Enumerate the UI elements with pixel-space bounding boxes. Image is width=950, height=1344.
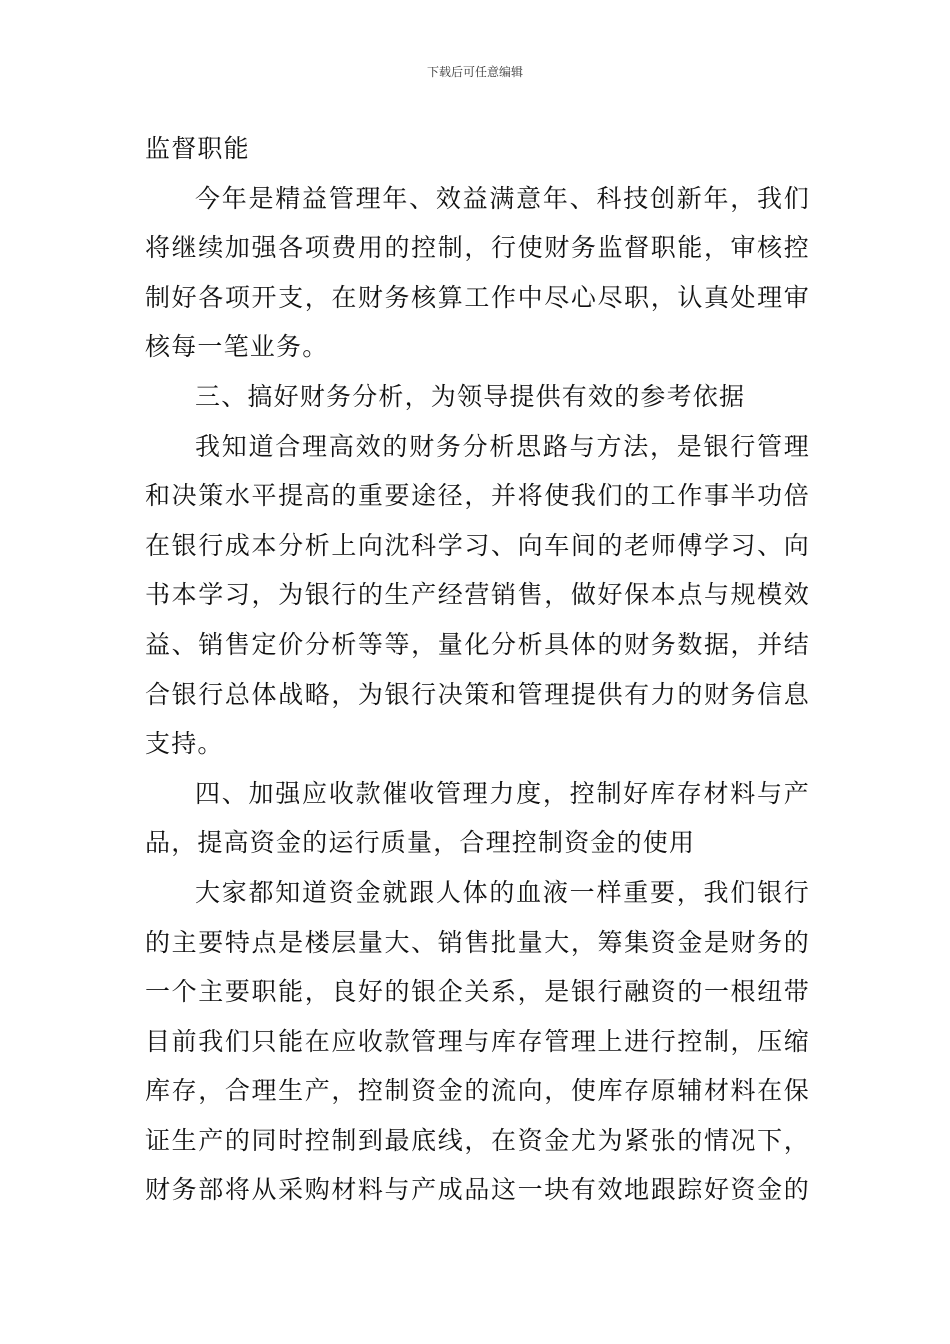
document-body [145,124,810,1215]
text-line: 今年是精益管理年、效益满意年、科技创新年，我们 [195,183,810,213]
text-line: 品，提高资金的运行质量，合理控制资金的使用 [145,828,696,858]
text-line: 书本学习，为银行的生产经营销售，做好保本点与规模效 [145,580,810,610]
text-line: 证生产的同时控制到最底线，在资金尤为紧张的情况下， [145,1125,810,1155]
paragraph [145,124,810,174]
text-line: 我知道合理高效的财务分析思路与方法，是银行管理 [195,431,810,461]
text-line: 四、加强应收款催收管理力度，控制好库存材料与产 [195,778,810,808]
text-line: 将继续加强各项费用的控制，行使财务监督职能，审核控 [145,233,810,263]
text-line: 三、搞好财务分析，为领导提供有效的参考依据 [195,381,746,411]
text-line: 监督职能 [145,134,250,163]
paragraph [145,868,810,1215]
page-header-watermark: 下载后可任意编辑 [426,65,523,79]
text-line: 财务部将从采购材料与产成品这一块有效地跟踪好资金的 [145,1175,810,1205]
text-line: 和决策水平提高的重要途径，并将使我们的工作事半功倍 [145,481,810,511]
paragraph [145,422,810,769]
section-heading [145,769,810,868]
text-line: 一个主要职能，良好的银企关系，是银行融资的一根纽带 [145,977,810,1007]
text-line: 的主要特点是楼层量大、销售批量大，筹集资金是财务的 [145,927,810,957]
text-line: 益、销售定价分析等等，量化分析具体的财务数据，并结 [145,629,810,659]
text-line: 制好各项开支，在财务核算工作中尽心尽职，认真处理审 [145,282,810,312]
text-line: 合银行总体战略，为银行决策和管理提供有力的财务信息 [145,679,810,709]
paragraph [145,174,810,372]
text-line: 目前我们只能在应收款管理与库存管理上进行控制，压缩 [145,1026,810,1056]
text-line: 大家都知道资金就跟人体的血液一样重要，我们银行 [195,877,810,907]
section-heading [145,372,810,422]
text-line: 在银行成本分析上向沈科学习、向车间的老师傅学习、向 [145,530,810,560]
text-line: 支持。 [145,729,224,759]
text-line: 库存，合理生产，控制资金的流向，使库存原辅材料在保 [145,1076,810,1106]
text-line: 核每一笔业务。 [145,332,329,362]
